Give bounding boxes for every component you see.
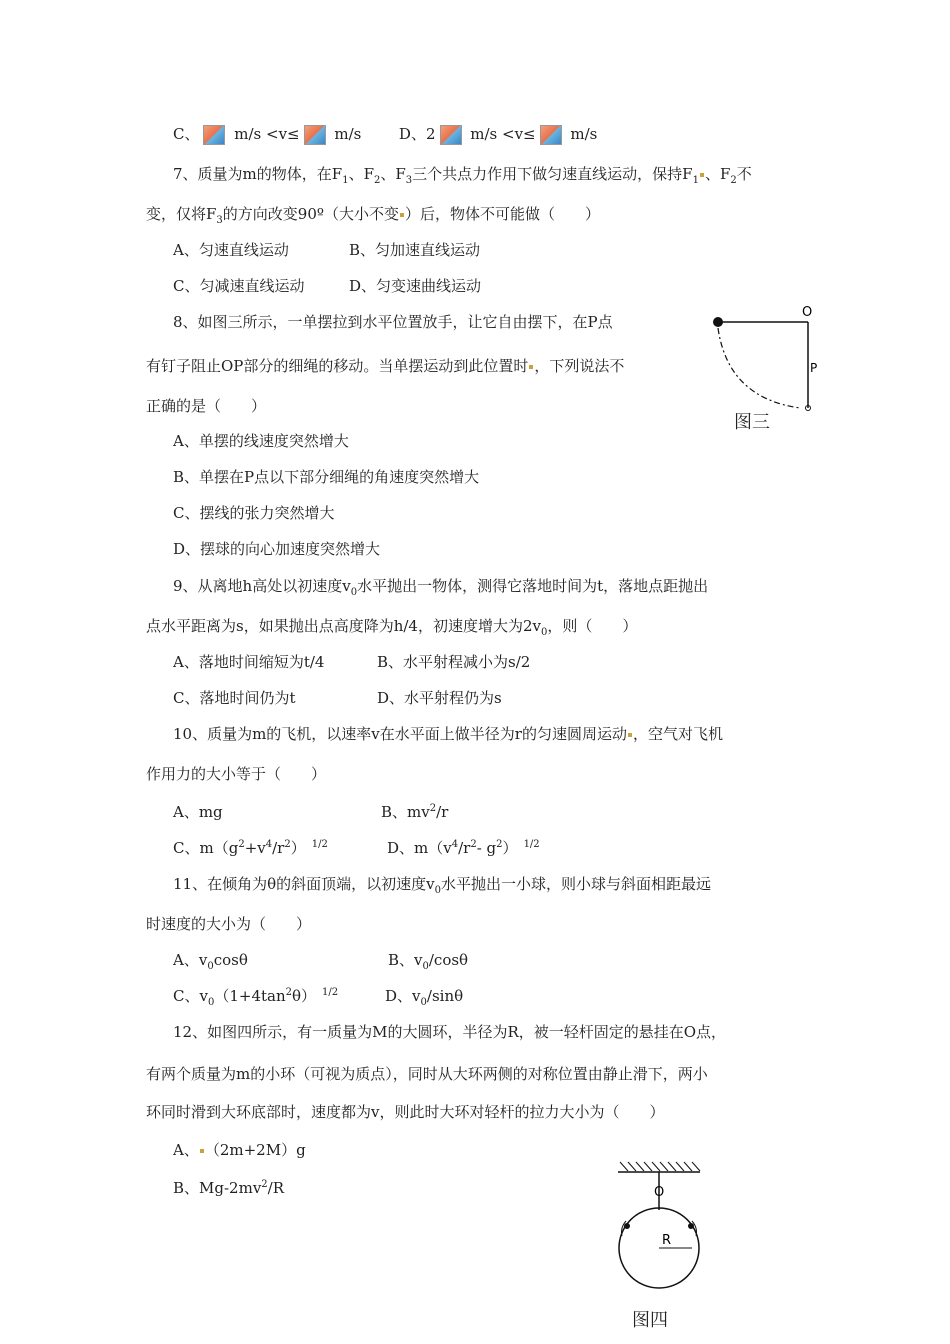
q11-stem-line1: 11、在倾角为θ的斜面顶端，以初速度$v_0$水平抛出一小球，则小球与斜面相距最远 — [173, 875, 711, 896]
q8-stem-line2: 有钉子阻止OP部分的细绳的移动。当单摆运动到此位置时 ，下列说法不 — [146, 357, 625, 375]
formula-image-icon — [540, 125, 562, 145]
fig3-caption: 图三 — [734, 412, 770, 433]
q8-opt-b: B、单摆在P点以下部分细绳的角速度突然增大 — [173, 468, 480, 486]
q11-opt-c: C、$v_0(1+4\tan^2\theta)$ $^{1/2}$ — [173, 987, 339, 1008]
q7-stem-line2: 变，仅将$F_3$的方向改变90º（大小不变 ）后，物体不可能做（ ） — [146, 205, 600, 226]
q6-opt-d-label: D、2 — [398, 125, 436, 143]
fig3-label-o: O — [802, 305, 813, 320]
q10-stem-line1: 10、质量为m的飞机，以速率v在水平面上做半径为r的匀速圆周运动 ，空气对飞机 — [173, 725, 723, 743]
q12-stem-line1: 12、如图四所示，有一质量为M的大圆环，半径为R，被一轻杆固定的悬挂在O点， — [173, 1023, 727, 1041]
fig4-label-r: R — [662, 1233, 672, 1248]
mark-dot-icon — [200, 1149, 204, 1153]
mark-dot-icon — [628, 733, 632, 737]
q8-opt-d: D、摆球的向心加速度突然增大 — [173, 540, 381, 558]
q6-opt-c-text: m/s <v≤ — [229, 125, 300, 143]
fig4-caption: 图四 — [632, 1310, 668, 1331]
mark-dot-icon — [529, 365, 533, 369]
ring-diagram — [600, 1158, 720, 1308]
q10-opt-b: B、$mv^2/r$ — [381, 803, 449, 821]
q8-stem-line3: 正确的是（ ） — [146, 397, 267, 415]
q9-stem-line2: 点水平距离为s，如果抛出点高度降为h/4，初速度增大为$2v_0$，则（ ） — [146, 617, 638, 638]
q9-opt-b: B、水平射程减小为s/2 — [377, 653, 531, 671]
q7-opt-d: D、匀变速曲线运动 — [349, 277, 482, 295]
q8-opt-a: A、单摆的线速度突然增大 — [173, 432, 349, 450]
q10-opt-c: C、$m(g^2+v^4/r^2)$ $^{1/2}$ — [173, 839, 328, 857]
q6-options-row — [173, 124, 597, 145]
fig3-label-p: P — [810, 361, 818, 375]
formula-image-icon — [304, 125, 326, 145]
q12-opt-b: B、$Mg-2mv^2/R$ — [173, 1179, 285, 1197]
q7-stem-line1: 7、质量为m的物体，在$F_1$、$F_2$、$F_3$三个共点力作用下做匀速直线运动，保持$F_1$ 、$F_2$不 — [173, 165, 752, 186]
q11-stem-line2: 时速度的大小为（ ） — [146, 915, 312, 933]
q10-opt-d: D、$m(v^4/r^2-$ $g^2$） $^{1/2}$ — [387, 839, 540, 857]
figure-4 — [600, 1158, 720, 1338]
q11-opt-a: A、$v_0\cos\theta$ — [173, 951, 248, 972]
fig4-label-o: O — [654, 1185, 665, 1200]
q6-opt-d-unit: m/s — [565, 125, 598, 143]
q9-opt-c: C、落地时间仍为t — [173, 689, 296, 707]
q9-opt-d: D、水平射程仍为s — [377, 689, 502, 707]
q9-opt-a: A、落地时间缩短为t/4 — [173, 653, 325, 671]
q9-stem-line1: 9、从离地h高处以初速度$v_0$水平抛出一物体，测得它落地时间为t，落地点距抛出 — [173, 577, 709, 598]
q7-opt-a: A、匀速直线运动 — [173, 241, 289, 259]
mark-dot-icon — [700, 173, 704, 177]
q10-stem-line2: 作用力的大小等于（ ） — [146, 765, 327, 783]
q6-opt-d-text: m/s <v≤ — [465, 125, 536, 143]
q12-opt-a: A、 （2m+2M）g — [173, 1141, 306, 1159]
q12-stem-line3: 环同时滑到大环底部时，速度都为v，则此时大环对轻杆的拉力大小为（ ） — [146, 1103, 665, 1121]
q8-stem-line1: 8、如图三所示，一单摆拉到水平位置放手，让它自由摆下，在P点 — [173, 313, 613, 331]
q11-opt-b: B、$v_0$/cosθ — [388, 951, 469, 972]
pendulum-diagram — [700, 298, 840, 438]
q6-opt-c-unit: m/s — [329, 125, 362, 143]
q8-opt-c: C、摆线的张力突然增大 — [173, 504, 335, 522]
mark-dot-icon — [400, 213, 404, 217]
q7-opt-b: B、匀加速直线运动 — [349, 241, 481, 259]
formula-image-icon — [203, 125, 225, 145]
q11-opt-d: D、$v_0$/sinθ — [385, 987, 464, 1008]
q12-stem-line2: 有两个质量为m的小环（可视为质点），同时从大环两侧的对称位置由静止滑下，两小 — [146, 1065, 708, 1083]
figure-3 — [700, 298, 840, 438]
q7-opt-c: C、匀减速直线运动 — [173, 277, 305, 295]
q6-opt-c-label: C、 — [173, 125, 200, 143]
formula-image-icon — [440, 125, 462, 145]
q10-opt-a: A、mg — [173, 803, 223, 821]
